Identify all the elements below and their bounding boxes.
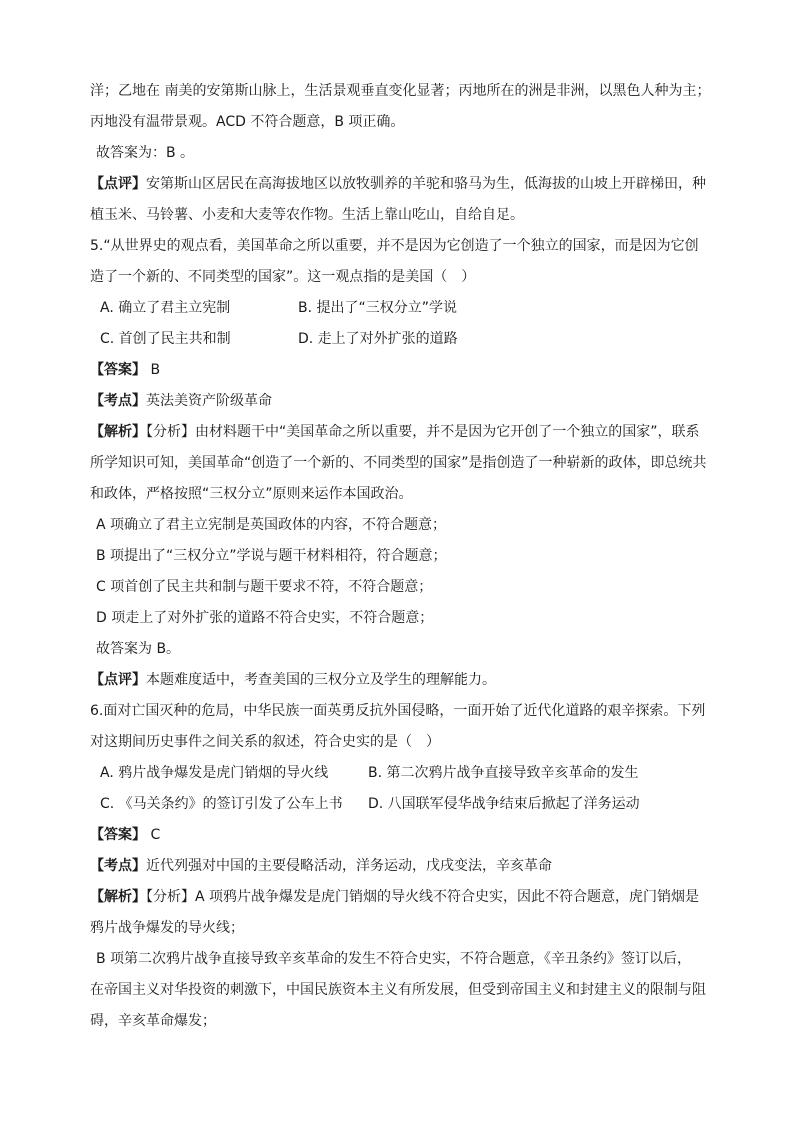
section-tag: 【答案】 (90, 362, 146, 378)
option-item: D. 八国联军侵华战争结束后掀起了洋务运动 (368, 796, 640, 812)
line-text: B (146, 362, 161, 378)
option-row (90, 293, 710, 324)
option-item: A. 鸦片战争爆发是虎门销烟的导火线 (100, 765, 329, 781)
text-line (90, 479, 710, 510)
option-item: A. 确立了君主立宪制 (100, 300, 231, 316)
q5-options (90, 293, 710, 355)
text-line (90, 975, 710, 1006)
text-line (90, 386, 710, 417)
line-text: 英法美资产阶级革命 (146, 393, 272, 409)
line-text: 所学知识可知，美国革命“创造了一个新的、不同类型的国家”是指创造了一种崭新的政体，即总统共 (90, 455, 707, 471)
text-line (90, 603, 710, 634)
line-text: 5.“从世界史的观点看，美国革命之所以重要，并不是因为它创造了一个独立的国家，而是因为它创 (90, 238, 699, 254)
option-item: C. 首创了民主共和制 (100, 331, 231, 347)
line-text: 6.面对亡国灭种的危局，中华民族一面英勇反抗外国侵略，一面开始了近代化道路的艰辛探索。下列 (90, 703, 706, 719)
line-text: 洋；乙地在 南美的安第斯山脉上，生活景观垂直变化显著；丙地所在的洲是非洲，以黑色人种为主； (90, 83, 710, 99)
line-text: A 项确立了君主立宪制是英国政体的内容，不符合题意； (96, 517, 447, 533)
text-line (90, 200, 710, 231)
line-text: 故答案为 B。 (96, 641, 181, 657)
option-item: C. 《马关条约》的签订引发了公车上书 (100, 796, 343, 812)
text-line (90, 696, 710, 727)
text-line (90, 448, 710, 479)
line-text: 对这期间历史事件之间关系的叙述，符合史实的是（ ） (90, 734, 440, 750)
line-text: 碍，辛亥革命爆发； (90, 1013, 216, 1029)
line-text: 和政体，严格按照“三权分立”原则来运作本国政治。 (90, 486, 413, 502)
line-text: 在帝国主义对华投资的刺激下，中国民族资本主义有所发展，但受到帝国主义和封建主义的限制与阻 (90, 982, 706, 998)
line-text: 造了一个新的、不同类型的国家”。这一观点指的是美国（ ） (90, 269, 476, 285)
option-row (90, 758, 710, 789)
text-line (90, 572, 710, 603)
q6-answer (90, 820, 710, 1037)
document-page (90, 76, 710, 1037)
text-line (90, 262, 710, 293)
text-line (90, 107, 710, 138)
line-text: C 项首创了民主共和制与题干要求不符，不符合题意； (96, 579, 433, 595)
line-text: 近代列强对中国的主要侵略活动，洋务运动，戊戌变法，辛亥革命 (146, 858, 552, 874)
text-line (90, 541, 710, 572)
option-item: B. 提出了“三权分立”学说 (298, 300, 458, 316)
line-text: 【分析】A 项鸦片战争爆发是虎门销烟的导火线不符合史实，因此不符合题意，虎门销烟是 (146, 889, 700, 905)
section-tag: 【考点】 (90, 858, 146, 874)
text-line (90, 882, 710, 913)
section-tag: 【答案】 (90, 827, 146, 843)
section-tag: 【解析】 (90, 424, 146, 440)
line-text: 安第斯山区居民在高海拔地区以放牧驯养的羊驼和骆马为生，低海拔的山坡上开辟梯田，种 (146, 176, 706, 192)
option-row (90, 789, 710, 820)
line-text: 【分析】由材料题干中“美国革命之所以重要，并不是因为它开创了一个独立的国家”，联系 (146, 424, 700, 440)
line-text: B 项提出了“三权分立”学说与题干材料相符，符合题意； (96, 548, 447, 564)
text-line (90, 944, 710, 975)
section-tag: 【解析】 (90, 889, 146, 905)
text-line (90, 76, 710, 107)
line-text: 鸦片战争爆发的导火线； (90, 920, 244, 936)
section-tag: 【点评】 (90, 176, 146, 192)
text-line (90, 634, 710, 665)
text-line (90, 138, 710, 169)
line-text: 丙地没有温带景观。ACD 不符合题意，B 项正确。 (90, 114, 405, 130)
line-text: D 项走上了对外扩张的道路不符合史实，不符合题意； (96, 610, 434, 626)
section-tag: 【考点】 (90, 393, 146, 409)
text-line (90, 510, 710, 541)
line-text: C (146, 827, 161, 843)
text-line (90, 169, 710, 200)
line-text: 故答案为：B 。 (96, 145, 195, 161)
text-line (90, 851, 710, 882)
text-line (90, 231, 710, 262)
q6-options (90, 758, 710, 820)
text-line (90, 1006, 710, 1037)
line-text: 本题难度适中，考查美国的三权分立及学生的理解能力。 (146, 672, 496, 688)
option-row (90, 324, 710, 355)
text-line (90, 820, 710, 851)
text-line (90, 665, 710, 696)
text-line (90, 355, 710, 386)
option-item: D. 走上了对外扩张的道路 (298, 331, 458, 347)
section-tag: 【点评】 (90, 672, 146, 688)
q5-answer-and-q6 (90, 355, 710, 758)
text-line (90, 913, 710, 944)
text-line (90, 417, 710, 448)
option-item: B. 第二次鸦片战争直接导致辛亥革命的发生 (368, 765, 639, 781)
intro-lines (90, 76, 710, 293)
text-line (90, 727, 710, 758)
line-text: B 项第二次鸦片战争直接导致辛亥革命的发生不符合史实，不符合题意，《辛丑条约》签订以后， (96, 951, 692, 967)
line-text: 植玉米、马铃薯、小麦和大麦等农作物。生活上靠山吃山，自给自足。 (90, 207, 524, 223)
